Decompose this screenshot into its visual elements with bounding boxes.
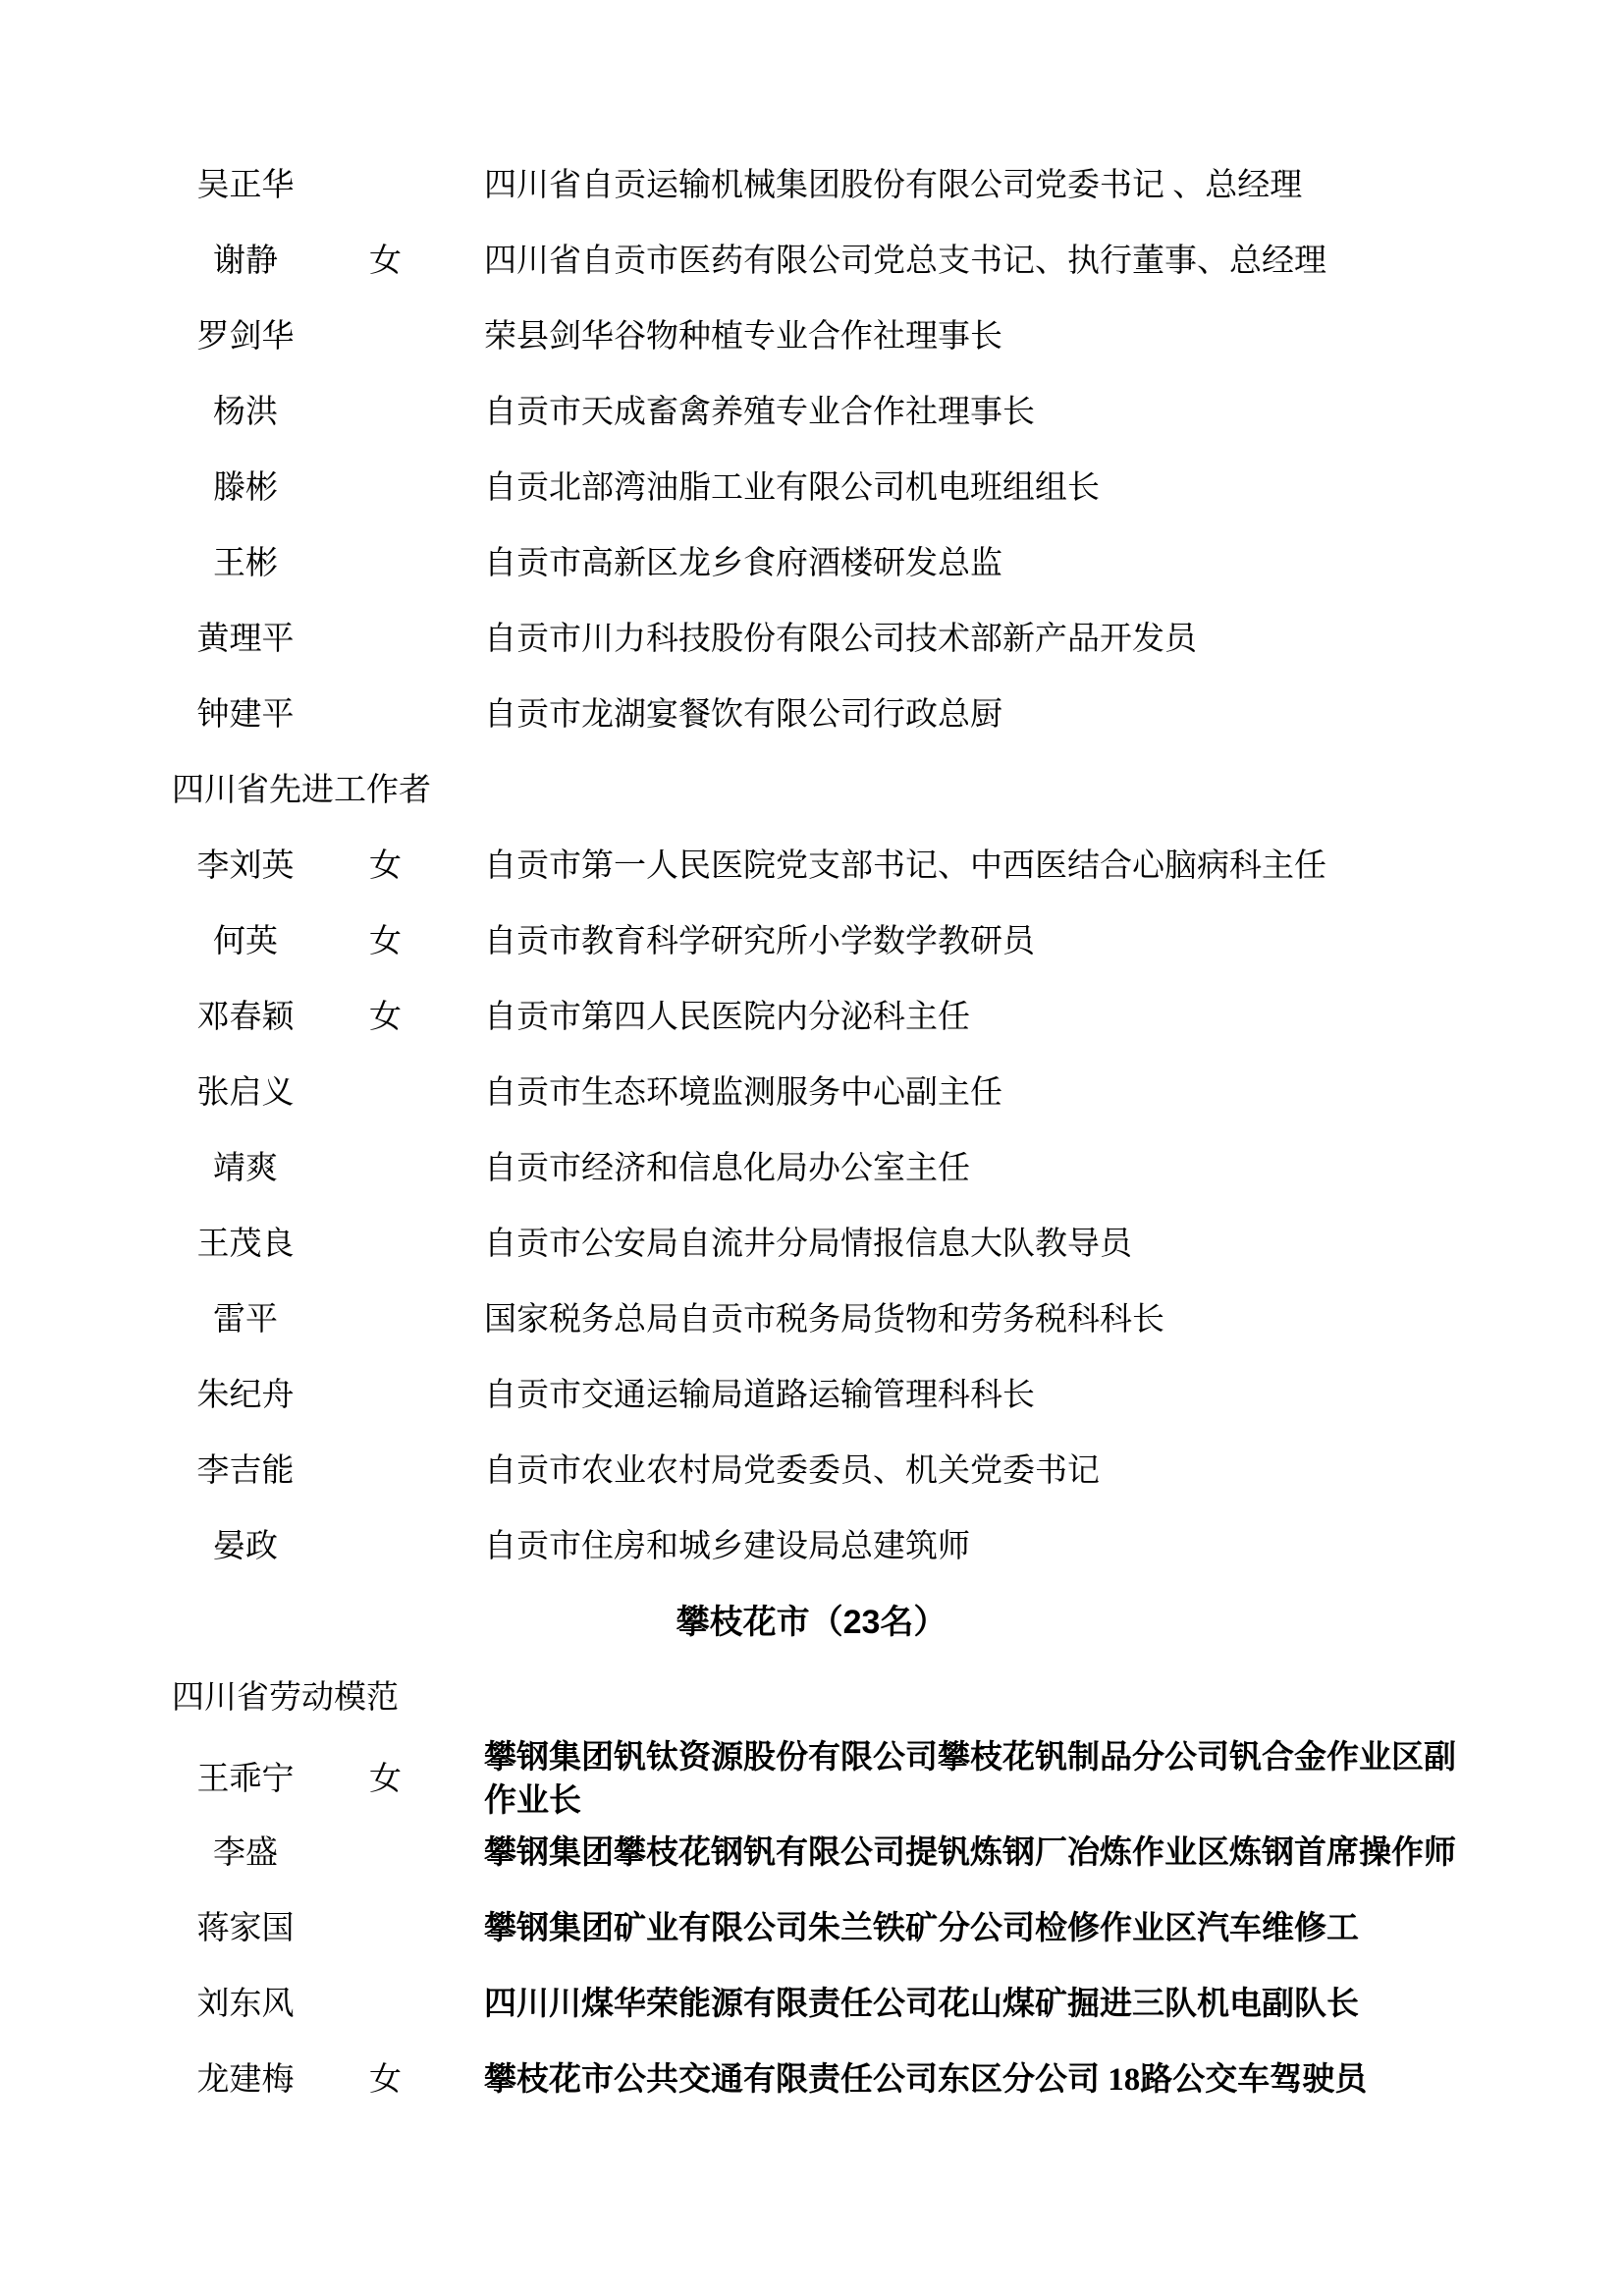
recipient-title: 自贡北部湾油脂工业有限公司机电班组组长 (484, 470, 1100, 506)
award-row (0, 240, 1623, 283)
recipient-title: 攀钢集团钒钛资源股份有限公司攀枝花钒制品分公司钒合金作业区副作业长 (484, 1740, 1456, 1819)
recipient-title: 攀钢集团矿业有限公司朱兰铁矿分公司检修作业区汽车维修工 (484, 1911, 1359, 1946)
recipient-title: 自贡市住房和城乡建设局总建筑师 (484, 1529, 970, 1564)
award-row (0, 391, 1623, 434)
recipient-title: 自贡市第一人民医院党支部书记、中西医结合心脑病科主任 (484, 848, 1326, 884)
recipient-title: 四川川煤华荣能源有限责任公司花山煤矿掘进三队机电副队长 (484, 1987, 1359, 2022)
gender-label: 女 (369, 1000, 402, 1035)
recipient-title: 四川省自贡市医药有限公司党总支书记、执行董事、总经理 (484, 244, 1326, 279)
recipient-name: 王彬 (213, 546, 278, 581)
recipient-name: 晏政 (213, 1529, 278, 1564)
recipient-name: 黄理平 (196, 622, 295, 657)
award-row (0, 920, 1623, 963)
recipient-name: 靖爽 (213, 1151, 278, 1186)
recipient-title: 攀钢集团攀枝花钢钒有限公司提钒炼钢厂冶炼作业区炼钢首席操作师 (484, 1835, 1456, 1871)
recipient-title: 自贡市交通运输局道路运输管理科科长 (484, 1378, 1035, 1413)
recipient-name: 邓春颖 (196, 1000, 295, 1035)
award-row (0, 315, 1623, 358)
award-row (0, 1374, 1623, 1417)
award-row (0, 164, 1623, 207)
recipient-name: 钟建平 (196, 697, 295, 733)
recipient-title: 自贡市高新区龙乡食府酒楼研发总监 (484, 546, 1002, 581)
recipient-title: 自贡市生态环境监测服务中心副主任 (484, 1075, 1002, 1111)
award-row (0, 1983, 1623, 2026)
recipient-name: 罗剑华 (196, 319, 295, 355)
city-section-title: 攀枝花市（23名） (676, 1604, 947, 1641)
award-row (0, 542, 1623, 585)
award-row (0, 1907, 1623, 1950)
recipient-name: 朱纪舟 (196, 1378, 295, 1413)
award-row (0, 618, 1623, 661)
recipient-name: 谢静 (213, 244, 278, 279)
award-row (0, 1736, 1623, 1823)
recipient-title: 自贡市经济和信息化局办公室主任 (484, 1151, 970, 1186)
recipient-name: 王茂良 (196, 1227, 295, 1262)
gender-label: 女 (369, 1762, 402, 1797)
recipient-title: 国家税务总局自贡市税务局货物和劳务税科科长 (484, 1302, 1164, 1338)
award-row (0, 1223, 1623, 1266)
recipient-name: 吴正华 (196, 168, 295, 203)
recipient-name: 李刘英 (196, 848, 295, 884)
recipient-title: 自贡市教育科学研究所小学数学教研员 (484, 924, 1035, 959)
award-row (0, 845, 1623, 888)
award-row (0, 466, 1623, 510)
recipient-title: 荣县剑华谷物种植专业合作社理事长 (484, 319, 1002, 355)
gender-label: 女 (369, 2062, 402, 2098)
recipient-name: 龙建梅 (196, 2062, 295, 2098)
recipient-name: 刘东风 (196, 1987, 295, 2022)
award-row (0, 1298, 1623, 1341)
award-row (0, 1831, 1623, 1875)
award-row (0, 1147, 1623, 1190)
recipient-title: 攀枝花市公共交通有限责任公司东区分公司 18路公交车驾驶员 (484, 2062, 1368, 2098)
section-header-labor-models: 四川省劳动模范 (172, 1680, 399, 1716)
award-row (0, 1071, 1623, 1115)
recipient-name: 王乖宁 (196, 1762, 295, 1797)
recipient-name: 蒋家国 (196, 1911, 295, 1946)
recipient-title: 自贡市川力科技股份有限公司技术部新产品开发员 (484, 622, 1197, 657)
gender-label: 女 (369, 244, 402, 279)
section-header-advanced-workers: 四川省先进工作者 (172, 773, 431, 808)
award-row (0, 693, 1623, 737)
recipient-name: 张启义 (196, 1075, 295, 1111)
gender-label: 女 (369, 848, 402, 884)
recipient-title: 自贡市天成畜禽养殖专业合作社理事长 (484, 395, 1035, 430)
recipient-name: 李盛 (213, 1835, 278, 1871)
recipient-title: 自贡市农业农村局党委委员、机关党委书记 (484, 1453, 1100, 1489)
recipient-name: 雷平 (213, 1302, 278, 1338)
award-row (0, 1449, 1623, 1493)
recipient-title: 四川省自贡运输机械集团股份有限公司党委书记 、总经理 (484, 168, 1303, 203)
recipient-title: 自贡市龙湖宴餐饮有限公司行政总厨 (484, 697, 1002, 733)
recipient-name: 杨洪 (213, 395, 278, 430)
recipient-name: 何英 (213, 924, 278, 959)
award-row (0, 2058, 1623, 2102)
recipient-name: 滕彬 (213, 470, 278, 506)
gender-label: 女 (369, 924, 402, 959)
recipient-title: 自贡市公安局自流井分局情报信息大队教导员 (484, 1227, 1132, 1262)
recipient-name: 李吉能 (196, 1453, 295, 1489)
award-row (0, 996, 1623, 1039)
recipient-title: 自贡市第四人民医院内分泌科主任 (484, 1000, 970, 1035)
award-row (0, 1525, 1623, 1568)
